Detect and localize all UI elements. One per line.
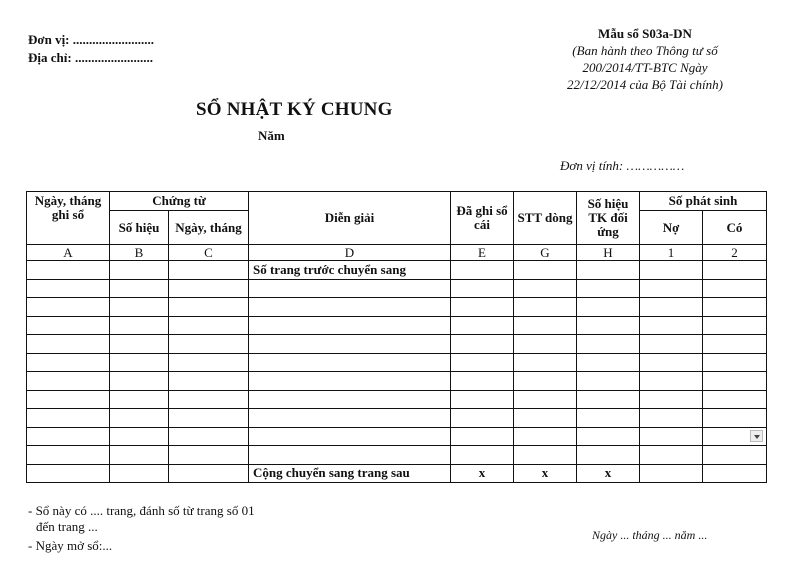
cell[interactable] xyxy=(514,261,577,280)
header-voucher-group: Chứng từ xyxy=(110,192,249,211)
address-label: Địa chỉ: ........................ xyxy=(28,50,153,65)
cell[interactable] xyxy=(577,390,640,409)
cell-line-no[interactable]: x xyxy=(514,464,577,483)
cell[interactable] xyxy=(27,261,110,280)
cell[interactable] xyxy=(249,427,451,446)
column-code: D xyxy=(249,245,451,261)
cell[interactable] xyxy=(514,409,577,428)
header-line-no: STT dòng xyxy=(514,192,577,245)
cell[interactable] xyxy=(514,298,577,317)
cell[interactable] xyxy=(110,353,169,372)
cell[interactable] xyxy=(451,316,514,335)
cell[interactable] xyxy=(703,353,767,372)
cell[interactable] xyxy=(640,316,703,335)
cell[interactable] xyxy=(110,298,169,317)
table-row xyxy=(27,261,767,280)
cell[interactable] xyxy=(110,335,169,354)
cell[interactable] xyxy=(451,409,514,428)
cell[interactable] xyxy=(577,316,640,335)
cell[interactable] xyxy=(451,446,514,465)
table-row xyxy=(27,298,767,317)
cell[interactable] xyxy=(249,390,451,409)
cell[interactable] xyxy=(169,390,249,409)
cell[interactable] xyxy=(514,353,577,372)
cell[interactable] xyxy=(640,279,703,298)
cell-description[interactable]: Số trang trước chuyển sang xyxy=(249,261,451,280)
cell[interactable] xyxy=(514,316,577,335)
column-code: 1 xyxy=(640,245,703,261)
dropdown-arrow-icon[interactable] xyxy=(750,430,763,442)
column-code: E xyxy=(451,245,514,261)
cell[interactable] xyxy=(640,409,703,428)
cell[interactable] xyxy=(110,316,169,335)
header-debit: Nợ xyxy=(640,211,703,245)
cell[interactable] xyxy=(169,279,249,298)
cell[interactable] xyxy=(703,261,767,280)
cell[interactable] xyxy=(249,372,451,391)
cell[interactable] xyxy=(640,298,703,317)
cell[interactable] xyxy=(110,372,169,391)
cell[interactable] xyxy=(249,353,451,372)
cell[interactable] xyxy=(27,390,110,409)
cell[interactable] xyxy=(249,409,451,428)
form-issued-line-3: 22/12/2014 của Bộ Tài chính) xyxy=(567,77,723,92)
sign-date: Ngày ... tháng ... năm ... xyxy=(592,528,708,542)
cell[interactable] xyxy=(640,446,703,465)
cell[interactable] xyxy=(703,464,767,483)
cell[interactable] xyxy=(110,427,169,446)
cell[interactable] xyxy=(169,335,249,354)
cell-posted[interactable]: x xyxy=(451,464,514,483)
cell[interactable] xyxy=(169,298,249,317)
cell[interactable] xyxy=(451,335,514,354)
cell[interactable] xyxy=(110,409,169,428)
cell[interactable] xyxy=(514,335,577,354)
form-info xyxy=(540,25,750,93)
table-row xyxy=(27,316,767,335)
header-contra-account: Số hiệu TK đối ứng xyxy=(577,192,640,245)
page-title: SỔ NHẬT KÝ CHUNG xyxy=(196,99,393,120)
cell[interactable] xyxy=(640,390,703,409)
cell[interactable] xyxy=(27,446,110,465)
table-row xyxy=(27,409,767,428)
form-issued-line-2: 200/2014/TT-BTC Ngày xyxy=(582,60,708,75)
cell[interactable] xyxy=(27,316,110,335)
cell[interactable] xyxy=(640,261,703,280)
form-code: Mẫu sổ S03a-DN xyxy=(598,26,692,41)
cell[interactable] xyxy=(249,298,451,317)
header-amount-group: Số phát sinh xyxy=(640,192,767,211)
cell[interactable] xyxy=(514,446,577,465)
cell[interactable] xyxy=(451,372,514,391)
cell[interactable] xyxy=(249,446,451,465)
column-code-row xyxy=(27,245,767,261)
cell[interactable] xyxy=(169,372,249,391)
cell[interactable] xyxy=(27,464,110,483)
cell[interactable] xyxy=(577,446,640,465)
table-row-total xyxy=(27,464,767,483)
cell[interactable] xyxy=(169,261,249,280)
calc-unit-label: Đơn vị tính: …………… xyxy=(560,158,685,173)
cell[interactable] xyxy=(249,279,451,298)
cell[interactable] xyxy=(110,261,169,280)
header-date-recorded: Ngày, tháng ghi sổ xyxy=(27,192,110,245)
note-pages-end: đến trang ... xyxy=(36,519,98,534)
cell[interactable] xyxy=(703,390,767,409)
cell[interactable] xyxy=(514,372,577,391)
cell[interactable] xyxy=(703,279,767,298)
cell[interactable] xyxy=(169,427,249,446)
header-description: Diễn giải xyxy=(249,192,451,245)
cell[interactable] xyxy=(640,372,703,391)
cell[interactable] xyxy=(27,409,110,428)
cell[interactable] xyxy=(110,390,169,409)
header-voucher-no: Số hiệu xyxy=(110,211,169,245)
cell[interactable] xyxy=(577,372,640,391)
table-row xyxy=(27,279,767,298)
cell[interactable] xyxy=(577,298,640,317)
cell[interactable] xyxy=(514,279,577,298)
cell[interactable] xyxy=(169,409,249,428)
cell[interactable] xyxy=(451,427,514,446)
column-code: C xyxy=(169,245,249,261)
cell[interactable] xyxy=(110,446,169,465)
note-open-date: - Ngày mở sổ:... xyxy=(28,538,113,553)
unit-label: Đơn vị: ......................... xyxy=(28,32,155,47)
form-issued-line-1: (Ban hành theo Thông tư số xyxy=(572,43,718,58)
cell[interactable] xyxy=(640,335,703,354)
cell[interactable] xyxy=(249,316,451,335)
cell[interactable] xyxy=(169,316,249,335)
journal-table xyxy=(26,191,767,483)
cell[interactable] xyxy=(110,279,169,298)
cell-contra[interactable]: x xyxy=(577,464,640,483)
cell[interactable] xyxy=(703,446,767,465)
column-code: B xyxy=(110,245,169,261)
column-code: H xyxy=(577,245,640,261)
cell[interactable] xyxy=(577,427,640,446)
cell[interactable] xyxy=(169,446,249,465)
cell[interactable] xyxy=(514,427,577,446)
cell[interactable] xyxy=(27,298,110,317)
cell[interactable] xyxy=(703,298,767,317)
cell[interactable] xyxy=(27,279,110,298)
header-voucher-date: Ngày, tháng xyxy=(169,211,249,245)
note-pages: - Sổ này có .... trang, đánh số từ trang số 01 xyxy=(28,503,255,518)
cell[interactable] xyxy=(703,316,767,335)
cell[interactable] xyxy=(640,353,703,372)
cell[interactable] xyxy=(27,372,110,391)
header-posted-ledger: Đã ghi sổ cái xyxy=(451,192,514,245)
cell[interactable] xyxy=(577,335,640,354)
cell[interactable] xyxy=(169,464,249,483)
cell[interactable] xyxy=(169,353,249,372)
table-row xyxy=(27,446,767,465)
cell[interactable] xyxy=(451,298,514,317)
cell[interactable] xyxy=(577,279,640,298)
cell[interactable] xyxy=(703,335,767,354)
column-code: 2 xyxy=(703,245,767,261)
year-label: Năm xyxy=(258,128,285,143)
cell[interactable] xyxy=(451,353,514,372)
column-code: A xyxy=(27,245,110,261)
table-row xyxy=(27,353,767,372)
table-row xyxy=(27,335,767,354)
cell[interactable] xyxy=(451,279,514,298)
cell[interactable] xyxy=(640,464,703,483)
cell[interactable] xyxy=(640,427,703,446)
cell[interactable] xyxy=(703,372,767,391)
header-credit: Có xyxy=(703,211,767,245)
cell[interactable] xyxy=(451,390,514,409)
cell[interactable] xyxy=(577,409,640,428)
table-row xyxy=(27,372,767,391)
table-row xyxy=(27,427,767,446)
cell[interactable] xyxy=(27,353,110,372)
cell[interactable] xyxy=(451,261,514,280)
cell[interactable] xyxy=(514,390,577,409)
cell[interactable] xyxy=(249,335,451,354)
column-code: G xyxy=(514,245,577,261)
table-row xyxy=(27,390,767,409)
cell[interactable] xyxy=(703,427,767,446)
cell[interactable] xyxy=(27,427,110,446)
cell-description[interactable]: Cộng chuyển sang trang sau xyxy=(249,464,451,483)
cell[interactable] xyxy=(27,335,110,354)
cell[interactable] xyxy=(110,464,169,483)
cell[interactable] xyxy=(577,353,640,372)
cell[interactable] xyxy=(703,409,767,428)
cell[interactable] xyxy=(577,261,640,280)
